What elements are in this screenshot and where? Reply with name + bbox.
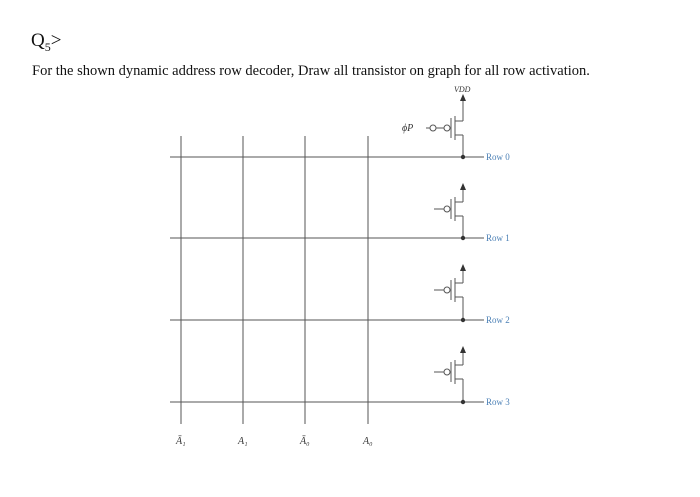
row-node-2 xyxy=(461,318,465,322)
vdd-label: VDD xyxy=(454,85,471,94)
column-label-a1: A₁ xyxy=(238,436,248,447)
row-node-3 xyxy=(461,400,465,404)
row-label-1: Row 1 xyxy=(486,233,510,243)
column-label-a0: A₀ xyxy=(363,436,373,447)
phi-p-label: ϕP xyxy=(402,123,414,134)
vdd-arrow-0 xyxy=(460,94,466,101)
vdd-arrow-2 xyxy=(460,264,466,271)
column-label-a1-bar: Ā₁ xyxy=(176,436,186,447)
question-text: For the shown dynamic address row decoder, Draw all transistor on graph for all row activation. xyxy=(32,63,590,79)
row-label-2: Row 2 xyxy=(486,315,510,325)
pmos-transistor-row-1 xyxy=(434,190,463,238)
row-node-0 xyxy=(461,155,465,159)
row-label-3: Row 3 xyxy=(486,397,510,407)
vdd-arrow-3 xyxy=(460,346,466,353)
question-letter: Q xyxy=(31,30,45,51)
pmos-transistor-row-0 xyxy=(426,100,463,157)
pmos-transistor-row-2 xyxy=(434,271,463,320)
row-label-0: Row 0 xyxy=(486,152,510,162)
pmos-transistor-row-3 xyxy=(434,353,463,402)
row-node-1 xyxy=(461,236,465,240)
question-subscript: 5 xyxy=(44,39,51,54)
column-label-a0-bar: Ā₀ xyxy=(300,436,310,447)
question-arrow: > xyxy=(50,30,62,51)
vdd-arrow-1 xyxy=(460,183,466,190)
